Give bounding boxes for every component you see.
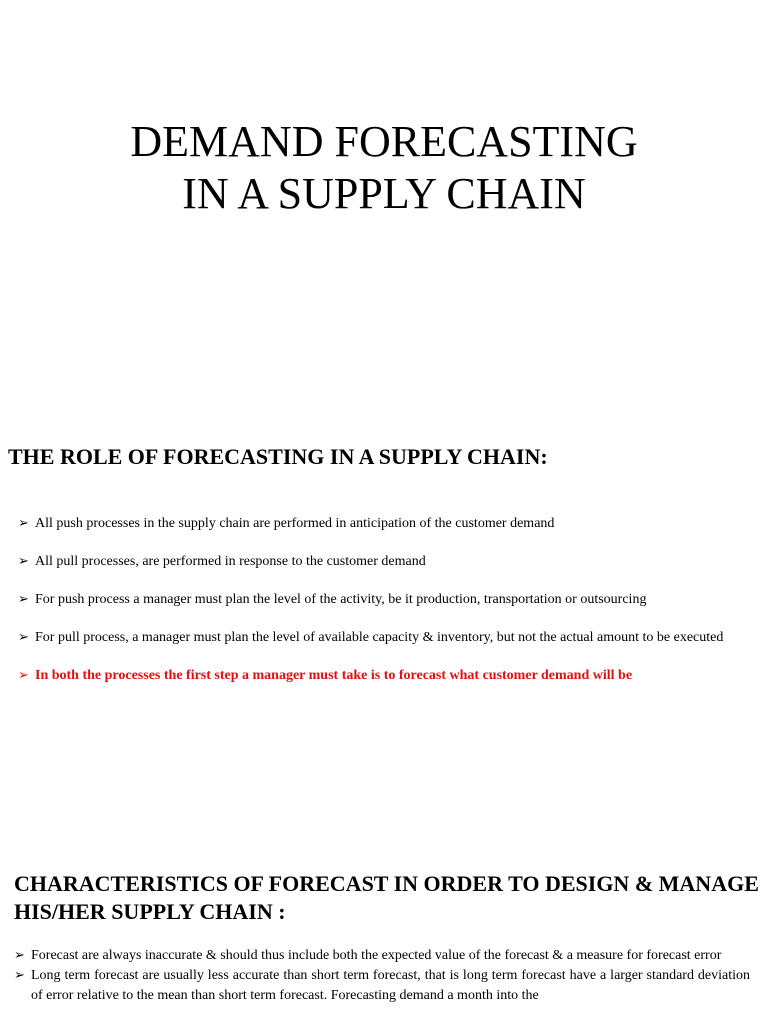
characteristics-heading: CHARACTERISTICS OF FORECAST IN ORDER TO DESIGN & MANAGE HIS/HER SUPPLY CHAIN : [14,871,759,924]
title-line-2: IN A SUPPLY CHAIN [182,169,586,218]
role-bullet-4 [18,628,758,648]
document-title [0,116,768,220]
role-bullet-list [18,514,758,704]
characteristics-slide [0,840,768,1024]
arrow-bullet-icon: ➢ [18,630,29,645]
title-slide [0,0,768,384]
role-bullet-5-emphasis [18,666,758,686]
role-bullet-text-3: For push process a manager must plan the level of the activity, be it production, transportation or outsourcing [35,592,647,607]
characteristics-bullet-2 [14,966,750,1006]
role-bullet-text-2: All pull processes, are performed in response to the customer demand [35,554,426,569]
arrow-bullet-icon: ➢ [14,948,25,963]
arrow-bullet-icon: ➢ [14,968,25,983]
role-heading: THE ROLE OF FORECASTING IN A SUPPLY CHAIN: [8,444,548,469]
arrow-bullet-icon: ➢ [18,592,29,607]
role-bullet-1 [18,514,758,534]
characteristics-bullet-text-1: Forecast are always inaccurate & should thus include both the expected value of the forecast & a measure for forecast error [31,948,722,963]
role-bullet-text-4: For pull process, a manager must plan the level of available capacity & inventory, but not the actual amount to be executed [35,630,724,645]
arrow-bullet-icon: ➢ [18,516,29,531]
role-bullet-text-5: In both the processes the first step a manager must take is to forecast what customer demand will be [35,668,633,683]
characteristics-bullet-text-2: Long term forecast are usually less accurate than short term forecast, that is long term forecast have a larger standard deviation of error relative to the mean than short term forecast. Forecasting demand a month into the [31,968,750,1003]
title-line-1: DEMAND FORECASTING [130,117,638,166]
arrow-bullet-icon: ➢ [18,554,29,569]
role-bullet-3 [18,590,758,610]
role-bullet-text-1: All push processes in the supply chain are performed in anticipation of the customer demand [35,516,555,531]
arrow-bullet-icon: ➢ [18,668,29,683]
role-bullet-2 [18,552,758,572]
characteristics-bullet-1 [14,946,750,966]
role-of-forecasting-slide [0,384,768,784]
characteristics-bullet-list [14,946,750,1006]
